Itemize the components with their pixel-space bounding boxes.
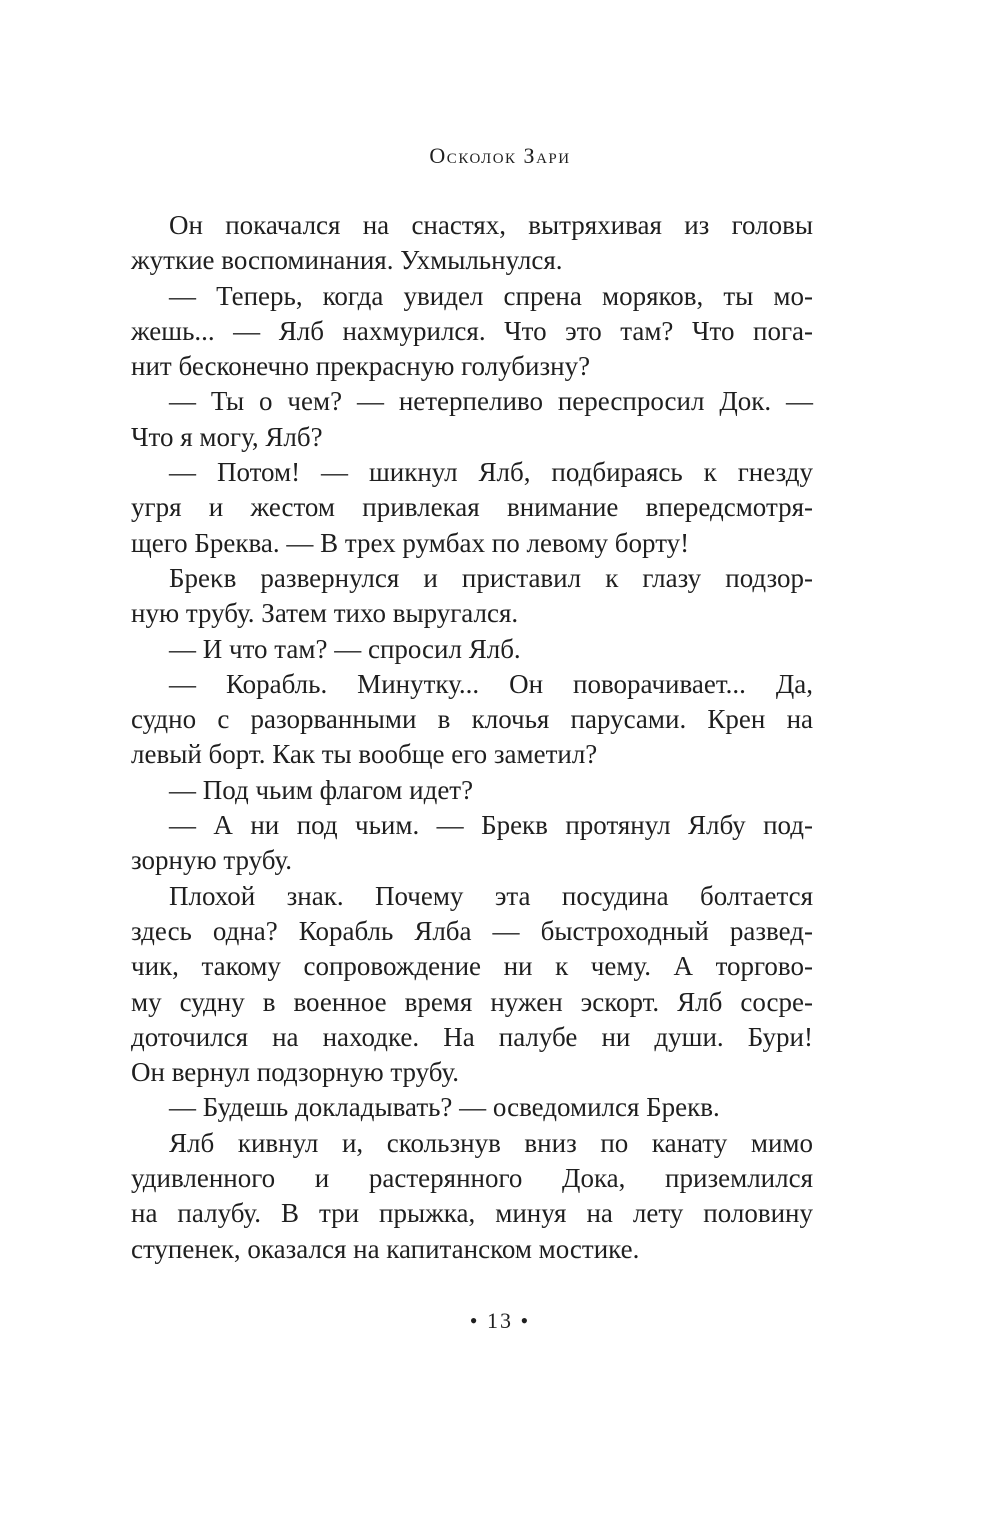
text-line: ную трубу. Затем тихо выругался.: [131, 598, 519, 629]
text-line: — Будешь докладывать? — осведомился Брекв.: [169, 1092, 720, 1123]
text-line: — Потом! — шикнул Ялб, подбираясь к гнезду: [169, 457, 813, 488]
text-line: Ялб кивнул и, скользнув вниз по канату мимо: [169, 1127, 813, 1158]
text-line: жуткие воспоминания. Ухмыльнулся.: [131, 245, 563, 276]
text-line: угря и жестом привлекая внимание впередсмотря-: [131, 492, 813, 523]
body-text: [131, 208, 813, 1267]
text-line: на палубу. В три прыжка, минуя на лету половину: [131, 1198, 813, 1229]
text-line: жешь... — Ялб нахмурился. Что это там? Что пога-: [131, 315, 813, 346]
text-line: му судну в военное время нужен эскорт. Ялб сосре-: [131, 986, 813, 1017]
running-head: Осколок Зари: [429, 143, 571, 168]
page-number: • 13 •: [469, 1308, 531, 1333]
text-line: левый борт. Как ты вообще его заметил?: [131, 739, 598, 770]
text-line: здесь одна? Корабль Ялба — быстроходный развед-: [131, 915, 813, 946]
text-line: доточился на находке. На палубе ни души. Бури!: [131, 1021, 813, 1052]
text-line: Он вернул подзорную трубу.: [131, 1057, 460, 1088]
text-line: ступенек, оказался на капитанском мостике.: [131, 1233, 640, 1264]
text-line: щего Бреква. — В трех румбах по левому борту!: [131, 527, 690, 558]
text-line: — И что там? — спросил Ялб.: [169, 633, 521, 664]
text-line: — Теперь, когда увидел спрена моряков, ты мо-: [169, 280, 813, 311]
text-line: удивленного и растерянного Дока, приземлился: [131, 1163, 813, 1194]
text-line: чик, такому сопровождение ни к чему. А торгово-: [131, 951, 813, 982]
text-line: — Ты о чем? — нетерпеливо переспросил Док. —: [169, 386, 813, 417]
text-line: — А ни под чьим. — Брекв протянул Ялбу под-: [169, 810, 813, 841]
text-line: — Корабль. Минутку... Он поворачивает... Да,: [169, 668, 813, 699]
text-line: — Под чьим флагом идет?: [169, 774, 474, 805]
text-line: Он покачался на снастях, вытряхивая из головы: [169, 210, 813, 240]
text-line: нит бесконечно прекрасную голубизну?: [131, 351, 591, 382]
text-line: Бреκв развернулся и приставил к глазу подзор-: [169, 562, 813, 593]
text-line: судно с разорванными в клочья парусами. Крен на: [131, 704, 813, 735]
text-line: Что я могу, Ялб?: [131, 421, 323, 452]
text-line: Плохой знак. Почему эта посудина болтается: [169, 880, 813, 911]
text-line: зорную трубу.: [131, 845, 293, 876]
